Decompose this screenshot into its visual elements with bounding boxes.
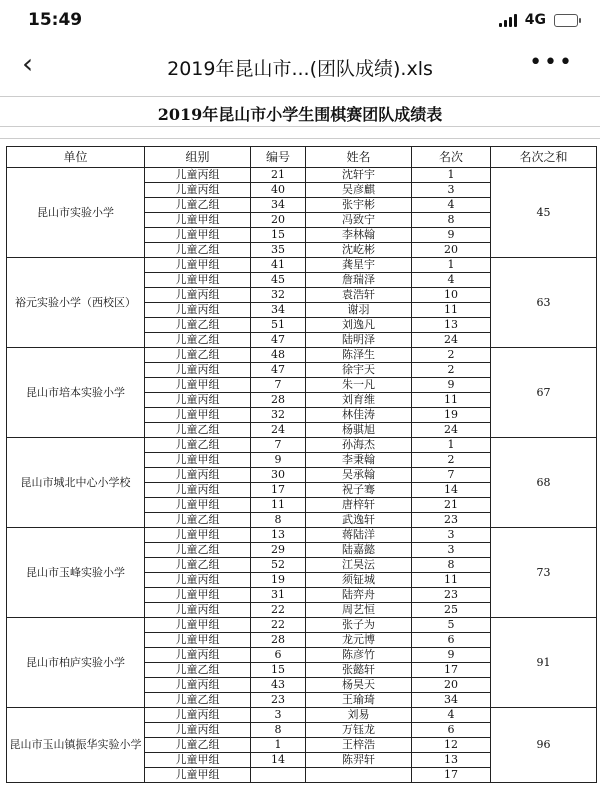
number-cell: 17: [251, 483, 306, 498]
rank-cell: 20: [412, 678, 491, 693]
group-cell: 儿童甲组: [145, 588, 251, 603]
number-cell: 22: [251, 618, 306, 633]
number-cell: [251, 768, 306, 783]
rank-cell: 11: [412, 573, 491, 588]
team-unit-cell: 昆山市城北中心小学校: [7, 438, 145, 528]
rank-cell: 11: [412, 303, 491, 318]
number-cell: 8: [251, 723, 306, 738]
group-cell: 儿童乙组: [145, 738, 251, 753]
file-title: 2019年昆山市...(团队成绩).xls: [167, 58, 433, 80]
header-unit: 单位: [7, 147, 145, 168]
team-unit-cell: 昆山市培本实验小学: [7, 348, 145, 438]
number-cell: 32: [251, 408, 306, 423]
player-name-cell: 武逸轩: [306, 513, 412, 528]
rank-cell: 34: [412, 693, 491, 708]
group-cell: 儿童丙组: [145, 183, 251, 198]
rank-sum-cell: 68: [491, 438, 597, 528]
group-cell: 儿童甲组: [145, 408, 251, 423]
player-name-cell: 吴承翰: [306, 468, 412, 483]
number-cell: 35: [251, 243, 306, 258]
group-cell: 儿童乙组: [145, 198, 251, 213]
player-name-cell: 张子为: [306, 618, 412, 633]
header-row: [7, 147, 597, 168]
group-cell: 儿童乙组: [145, 318, 251, 333]
spreadsheet-view[interactable]: [0, 90, 600, 800]
number-cell: 23: [251, 693, 306, 708]
battery-icon: [554, 14, 578, 27]
player-name-cell: 陈彦竹: [306, 648, 412, 663]
group-cell: 儿童乙组: [145, 513, 251, 528]
player-name-cell: 王梓浩: [306, 738, 412, 753]
number-cell: 51: [251, 318, 306, 333]
group-cell: 儿童甲组: [145, 378, 251, 393]
group-cell: 儿童甲组: [145, 228, 251, 243]
player-name-cell: 龙元博: [306, 633, 412, 648]
player-name-cell: 李林翰: [306, 228, 412, 243]
rank-cell: 25: [412, 603, 491, 618]
group-cell: 儿童丙组: [145, 363, 251, 378]
rank-cell: 10: [412, 288, 491, 303]
player-name-cell: 祝子骞: [306, 483, 412, 498]
number-cell: 28: [251, 393, 306, 408]
group-cell: 儿童乙组: [145, 693, 251, 708]
group-cell: 儿童甲组: [145, 753, 251, 768]
network-label: 4G: [524, 12, 546, 28]
player-name-cell: 张懿轩: [306, 663, 412, 678]
number-cell: 7: [251, 438, 306, 453]
table-row: [7, 438, 597, 453]
rank-cell: 6: [412, 633, 491, 648]
player-name-cell: 蒋陆洋: [306, 528, 412, 543]
player-name-cell: 王瑜琦: [306, 693, 412, 708]
number-cell: 45: [251, 273, 306, 288]
rank-cell: 2: [412, 363, 491, 378]
status-time: 15:49: [28, 10, 83, 30]
player-name-cell: 袁浩轩: [306, 288, 412, 303]
nav-bar: [0, 44, 600, 88]
group-cell: 儿童丙组: [145, 168, 251, 183]
rank-cell: 24: [412, 333, 491, 348]
group-cell: 儿童乙组: [145, 543, 251, 558]
title-divider: [0, 126, 600, 127]
number-cell: 48: [251, 348, 306, 363]
rank-cell: 3: [412, 528, 491, 543]
rank-cell: 7: [412, 468, 491, 483]
rank-cell: 13: [412, 753, 491, 768]
group-cell: 儿童丙组: [145, 603, 251, 618]
rank-cell: 9: [412, 378, 491, 393]
rank-cell: 3: [412, 183, 491, 198]
player-name-cell: 孙海杰: [306, 438, 412, 453]
group-cell: 儿童丙组: [145, 393, 251, 408]
number-cell: 9: [251, 453, 306, 468]
number-cell: 34: [251, 303, 306, 318]
number-cell: 14: [251, 753, 306, 768]
header-number: 编号: [251, 147, 306, 168]
number-cell: 47: [251, 363, 306, 378]
back-chevron-icon[interactable]: ‹: [22, 47, 34, 80]
table-row: [7, 708, 597, 723]
player-name-cell: 杨昊天: [306, 678, 412, 693]
rank-sum-cell: 96: [491, 708, 597, 783]
results-table: [6, 146, 597, 783]
rank-cell: 24: [412, 423, 491, 438]
rank-cell: 21: [412, 498, 491, 513]
rank-cell: 9: [412, 648, 491, 663]
group-cell: 儿童乙组: [145, 243, 251, 258]
rank-sum-cell: 73: [491, 528, 597, 618]
group-cell: 儿童甲组: [145, 618, 251, 633]
group-cell: 儿童丙组: [145, 678, 251, 693]
player-name-cell: 陆明泽: [306, 333, 412, 348]
player-name-cell: 朱一凡: [306, 378, 412, 393]
rank-cell: 12: [412, 738, 491, 753]
number-cell: 41: [251, 258, 306, 273]
rank-cell: 4: [412, 273, 491, 288]
player-name-cell: 唐梓轩: [306, 498, 412, 513]
rank-cell: 9: [412, 228, 491, 243]
team-unit-cell: 昆山市玉山镇振华实验小学: [7, 708, 145, 783]
number-cell: 34: [251, 198, 306, 213]
player-name-cell: 周艺恒: [306, 603, 412, 618]
rank-cell: 8: [412, 213, 491, 228]
player-name-cell: 陆弈舟: [306, 588, 412, 603]
number-cell: 52: [251, 558, 306, 573]
header-rank-sum: 名次之和: [491, 147, 597, 168]
player-name-cell: 徐宇天: [306, 363, 412, 378]
player-name-cell: 李秉翰: [306, 453, 412, 468]
number-cell: 8: [251, 513, 306, 528]
number-cell: 28: [251, 633, 306, 648]
rank-cell: 4: [412, 708, 491, 723]
number-cell: 3: [251, 708, 306, 723]
group-cell: 儿童丙组: [145, 483, 251, 498]
number-cell: 1: [251, 738, 306, 753]
number-cell: 6: [251, 648, 306, 663]
group-cell: 儿童乙组: [145, 348, 251, 363]
number-cell: 24: [251, 423, 306, 438]
number-cell: 7: [251, 378, 306, 393]
player-name-cell: 陈羿轩: [306, 753, 412, 768]
team-unit-cell: 昆山市实验小学: [7, 168, 145, 258]
team-unit-cell: 裕元实验小学（西校区）: [7, 258, 145, 348]
rank-sum-cell: 63: [491, 258, 597, 348]
rank-sum-cell: 67: [491, 348, 597, 438]
spacer-row-divider: [0, 138, 600, 139]
rank-cell: 6: [412, 723, 491, 738]
header-name: 姓名: [306, 147, 412, 168]
signal-icon: [499, 13, 517, 27]
number-cell: 22: [251, 603, 306, 618]
group-cell: 儿童甲组: [145, 498, 251, 513]
rank-cell: 8: [412, 558, 491, 573]
rank-cell: 1: [412, 258, 491, 273]
number-cell: 43: [251, 678, 306, 693]
player-name-cell: 龚星宇: [306, 258, 412, 273]
player-name-cell: 沈轩宇: [306, 168, 412, 183]
group-cell: 儿童丙组: [145, 708, 251, 723]
rank-cell: 5: [412, 618, 491, 633]
player-name-cell: 吴彦麒: [306, 183, 412, 198]
player-name-cell: 陆嘉懿: [306, 543, 412, 558]
rank-cell: 1: [412, 438, 491, 453]
number-cell: 21: [251, 168, 306, 183]
number-cell: 47: [251, 333, 306, 348]
player-name-cell: [306, 768, 412, 783]
number-cell: 32: [251, 288, 306, 303]
rank-cell: 11: [412, 393, 491, 408]
group-cell: 儿童甲组: [145, 258, 251, 273]
group-cell: 儿童甲组: [145, 453, 251, 468]
player-name-cell: 刘逸凡: [306, 318, 412, 333]
group-cell: 儿童丙组: [145, 723, 251, 738]
player-name-cell: 杨骐旭: [306, 423, 412, 438]
status-bar: [0, 0, 600, 44]
number-cell: 40: [251, 183, 306, 198]
group-cell: 儿童丙组: [145, 573, 251, 588]
number-cell: 30: [251, 468, 306, 483]
rank-cell: 1: [412, 168, 491, 183]
rank-cell: 17: [412, 768, 491, 783]
group-cell: 儿童甲组: [145, 273, 251, 288]
header-group: 组别: [145, 147, 251, 168]
rank-sum-cell: 45: [491, 168, 597, 258]
table-row: [7, 348, 597, 363]
rank-sum-cell: 91: [491, 618, 597, 708]
number-cell: 15: [251, 663, 306, 678]
player-name-cell: 林佳涛: [306, 408, 412, 423]
number-cell: 13: [251, 528, 306, 543]
group-cell: 儿童甲组: [145, 528, 251, 543]
rank-cell: 17: [412, 663, 491, 678]
group-cell: 儿童乙组: [145, 558, 251, 573]
number-cell: 11: [251, 498, 306, 513]
player-name-cell: 詹瑞泽: [306, 273, 412, 288]
number-cell: 19: [251, 573, 306, 588]
group-cell: 儿童丙组: [145, 468, 251, 483]
rank-cell: 2: [412, 348, 491, 363]
number-cell: 20: [251, 213, 306, 228]
player-name-cell: 刘易: [306, 708, 412, 723]
player-name-cell: 张宇彬: [306, 198, 412, 213]
team-unit-cell: 昆山市柏庐实验小学: [7, 618, 145, 708]
table-row: [7, 618, 597, 633]
group-cell: 儿童乙组: [145, 423, 251, 438]
player-name-cell: 陈泽生: [306, 348, 412, 363]
number-cell: 29: [251, 543, 306, 558]
rank-cell: 23: [412, 588, 491, 603]
player-name-cell: 谢羽: [306, 303, 412, 318]
sheet-title: 2019年昆山市小学生围棋赛团队成绩表: [157, 105, 443, 124]
group-cell: 儿童丙组: [145, 303, 251, 318]
player-name-cell: 须钲城: [306, 573, 412, 588]
player-name-cell: 沈屹彬: [306, 243, 412, 258]
player-name-cell: 刘育维: [306, 393, 412, 408]
player-name-cell: 冯致宁: [306, 213, 412, 228]
rank-cell: 20: [412, 243, 491, 258]
group-cell: 儿童乙组: [145, 663, 251, 678]
number-cell: 15: [251, 228, 306, 243]
group-cell: 儿童乙组: [145, 333, 251, 348]
sheet-top-border: [0, 96, 600, 97]
header-rank: 名次: [412, 147, 491, 168]
rank-cell: 13: [412, 318, 491, 333]
rank-cell: 19: [412, 408, 491, 423]
rank-cell: 14: [412, 483, 491, 498]
rank-cell: 2: [412, 453, 491, 468]
group-cell: 儿童乙组: [145, 438, 251, 453]
status-indicators: [499, 12, 578, 28]
more-options-icon[interactable]: •••: [529, 50, 574, 75]
rank-cell: 4: [412, 198, 491, 213]
rank-cell: 23: [412, 513, 491, 528]
player-name-cell: 江昊沄: [306, 558, 412, 573]
group-cell: 儿童甲组: [145, 213, 251, 228]
number-cell: 31: [251, 588, 306, 603]
table-row: [7, 528, 597, 543]
group-cell: 儿童丙组: [145, 288, 251, 303]
table-row: [7, 258, 597, 273]
table-row: [7, 168, 597, 183]
group-cell: 儿童甲组: [145, 633, 251, 648]
group-cell: 儿童甲组: [145, 768, 251, 783]
rank-cell: 3: [412, 543, 491, 558]
group-cell: 儿童丙组: [145, 648, 251, 663]
team-unit-cell: 昆山市玉峰实验小学: [7, 528, 145, 618]
player-name-cell: 万钰龙: [306, 723, 412, 738]
